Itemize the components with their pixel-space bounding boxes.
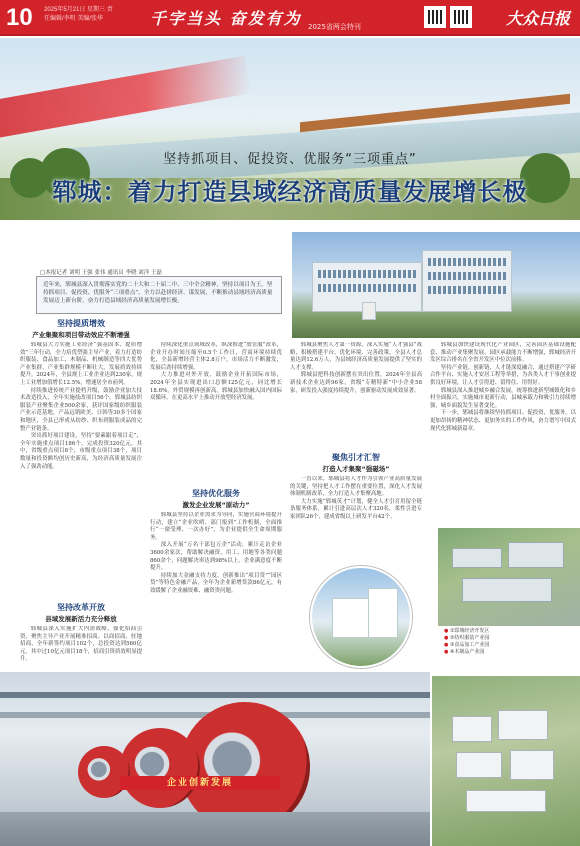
article-column [430, 342, 576, 522]
building-image [466, 790, 546, 812]
headline-kicker: 坚持抓项目、促投资、优服务“三项重点” [163, 152, 417, 167]
machine-drum-image [120, 728, 200, 808]
building-image [508, 542, 564, 568]
window-row [428, 258, 506, 266]
building-image [332, 598, 372, 638]
paragraph: 持续推进传统产业提档升级，鼓励企业加大技术改造投入，全年实施技改项目56个。郓城县纺织服装产业聚集企业500余家，获评国家级纺织服装产业示范基地，产品远销欧美、日韩等30多个国家和地区，全县已形成从纺纱、织布到服装成品的完整产业链条。 [20, 387, 142, 432]
legend-item: ● ④木制品产业园 [444, 649, 580, 656]
photo-legend [438, 628, 580, 656]
industrial-park-aerial-photo [438, 528, 580, 626]
section-subtitle: 产业集聚和项目带动效应不断增强 [32, 331, 130, 339]
town-aerial-photo [432, 676, 580, 846]
legend-item: ● ③食品加工产业园 [444, 642, 580, 649]
section-subtitle: 县域发展新活力充分释放 [45, 615, 117, 623]
paragraph: 郓城县加快建设现代化产业园区，完善园区基础设施配套，推动产业集聚发展，园区承载能力不断增强，郓城经济开发区综合排名在全省开发区中位次前移。 [430, 342, 576, 364]
paragraph: 大力实施“郓城英才”计划，健全人才引育用留全链条服务体系，累计引进高层次人才320名，柔性引进专家团队26个，建成省级以上研发平台42个。 [290, 498, 422, 520]
dateline: 2025年5月21日 星期三 责任编辑/李明 美编/张华 [44, 7, 113, 22]
paragraph: 郓城县坚持以企业需求为导向，实施营商环境提升行动，建立“企业吹哨、部门报到”工作机制，全面推行“一窗受理、一次办好”，为企业提供全生命周期服务。 [150, 512, 282, 541]
lead-paragraph: 近年来，郓城县深入贯彻落实党的二十大和二十届二中、三中全会精神，坚持以项目为王，坚持抓项目、促投资、优服务“三项重点”，全力以赴拼经济、谋发展，不断推动县域经济高质量发展迈上新台阶，奋力打造县域经济高质量发展增长极。 [36, 276, 282, 314]
building-circle-photo [310, 566, 412, 668]
masthead [0, 0, 580, 36]
window-row [318, 270, 416, 278]
paragraph: 持续深化重点领域改革，纵深推进“放管服”改革，企业开办时间压缩至0.5个工作日，营商环境持续优化，全县新增经营主体2.8万户，市场活力不断激发，发展后劲持续增强。 [150, 342, 282, 371]
floor-image [0, 812, 430, 846]
building-image [498, 710, 548, 740]
factory-machine-photo [0, 672, 430, 846]
window-row [428, 272, 506, 280]
building-image [456, 752, 502, 778]
building-image [452, 548, 502, 568]
roof-beam [0, 692, 430, 698]
paragraph: 郓城县聚焦人才第一资源，深入实施“人才强县”战略，积极搭建平台、优化环境、完善政策，全县人才总量达到12.6万人，为县域经济高质量发展提供了坚实的人才支撑。 [290, 342, 422, 371]
article-column [290, 476, 422, 564]
building-image [368, 588, 398, 638]
section-subtitle: 打造人才集聚“强磁场” [322, 465, 390, 473]
paragraph: 深入开展“万名干部包万企”活动，累计走访企业3600余家次，帮助解决融资、用工、用地等各类问题860余个，问题解决率达到98%以上，企业满意度不断提升。 [150, 542, 282, 572]
paragraph: 突出抓好项目建设，坚持“要素跟着项目走”，全年实施重点项目186个，完成投资320亿元。其中，省级重点项目8个，市级重点项目38个，项目数量和投资额均创历史新高，为经济高质量发展注入了强劲动能。 [20, 433, 142, 470]
article-column [150, 342, 282, 482]
article-column [20, 626, 142, 668]
article-column [150, 512, 282, 668]
section-title: 坚持提质增效 [57, 319, 105, 328]
hero-banner [0, 38, 580, 220]
paragraph: 郓城县大力实施工业经济“强基固本、提质增效”三年行动，全力培优塑强主导产业，着力打造纺织服装、食品加工、木制品、机械制造等四大优势产业集群，产业集群规模不断壮大，发展质效持续提升。2024年，全县规上工业企业达到230家，规上工业增加值增长12.5%，增速居全市前列。 [20, 342, 142, 386]
paragraph: 一直以来，郓城县将人才作为引领产业高质量发展的关键，坚持把人才工作摆在重要位置，深化人才发展体制机制改革，全力打造人才集聚高地。 [290, 476, 422, 498]
article-column [290, 342, 422, 446]
building-image [452, 716, 492, 742]
building-image [462, 578, 552, 602]
legend-item: ● ①郓城经济开发区 [444, 628, 580, 635]
section-title: 坚持优化服务 [192, 489, 240, 498]
special-edition-label: 2025省两会特刊 [308, 23, 361, 31]
paragraph: 郓城县把科技创新摆在突出位置，2024年全县高新技术企业达到96家，省级“专精特新”中小企业58家，研发投入强度持续提升，创新驱动发展成效显著。 [290, 372, 422, 394]
sculpture-image [362, 302, 376, 320]
section-slogan: 千字当头 奋发有为 [150, 9, 302, 28]
paragraph: 下一步，郓城县将继续坚持抓项目、促投资、优服务，以更加昂扬的精神状态、更加务实的工作作风，奋力谱写中国式现代化郓城新篇章。 [430, 410, 576, 432]
qr-code-icon [424, 6, 446, 28]
section-subtitle: 激发企业发展“原动力” [182, 501, 250, 509]
section-title: 坚持改革开放 [57, 603, 105, 612]
paragraph: 持续加大金融支持力度，创新推出“项目贷”“园区贷”等特色金融产品，全年为企业新增贷款86亿元，有效缓解了企业融资难、融资贵问题。 [150, 572, 282, 594]
legend-item: ● ②纺织服装产业园 [444, 635, 580, 642]
qr-code-icon [450, 6, 472, 28]
paragraph: 郓城县深入实施扩大内需战略，强化招商引资，聚焦主导产业开展精准招商、以商招商、驻地招商，全年新签约项目102个，总投资达到560亿元，其中过10亿元项目18个，招商引资质效明显提升。 [20, 626, 142, 663]
page-title: 郓城：着力打造县域经济高质量发展增长极 [52, 178, 528, 206]
window-row [428, 286, 506, 294]
factory-photo [292, 232, 580, 338]
byline: □本报记者 刘明 王强 张伟 通讯员 李晓 刘洋 王磊 [40, 270, 162, 276]
building-image [510, 750, 554, 780]
red-ribbon-decoration [0, 56, 251, 139]
paragraph: 坚持产业链、创新链、人才链深度融合，通过搭建产学研合作平台、实施人才安居工程等举措，为各类人才干事创业提供良好环境，让人才引得进、留得住、用得好。 [430, 364, 576, 386]
page-number: 10 [6, 4, 33, 31]
machine-banner: 企业创新发展 [120, 776, 280, 790]
paragraph: 大力推进对外开放，鼓励企业开拓国际市场，2024年全县实现进出口总额125亿元，同比增长18.6%，外贸规模再创新高。郓城县加快融入国内国际双循环，在更高水平上推动开放型经济发展。 [150, 372, 282, 402]
article-column [20, 342, 142, 596]
window-row [318, 284, 416, 292]
section-title: 聚焦引才汇智 [332, 453, 380, 462]
newspaper-logo: 大众日报 [505, 9, 570, 28]
paragraph: 郓城县深入推进城乡融合发展，统筹推进新型城镇化和乡村全面振兴，实施城市更新行动，县城承载力和吸引力持续增强，城乡面貌发生显著变化。 [430, 387, 576, 409]
machine-drum-image [78, 746, 130, 798]
